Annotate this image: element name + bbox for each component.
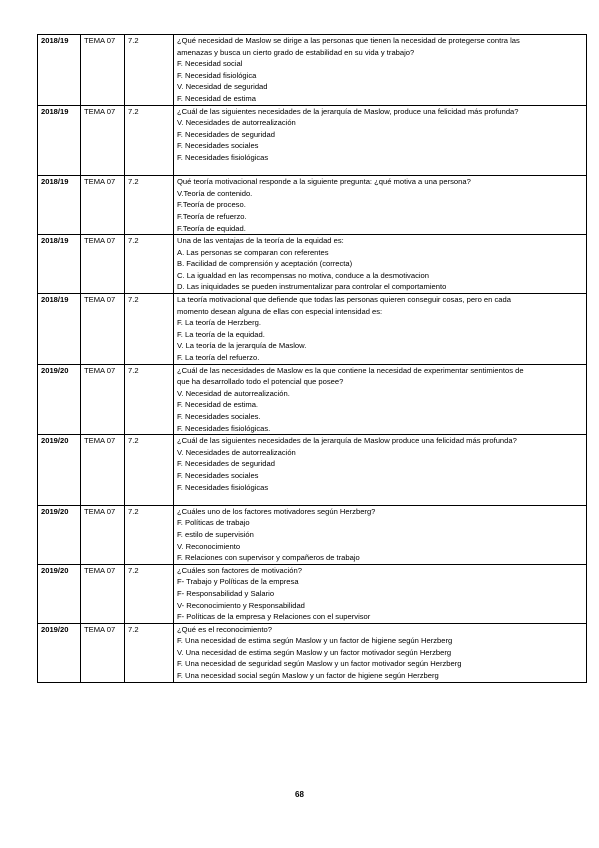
answer-option: F. Necesidades fisiológicas. [177,423,271,433]
answer-option: F. Necesidades de seguridad [177,459,275,469]
answer-option: F. Necesidades fisiológicas [177,482,269,492]
question-row [38,623,587,682]
question-row [38,105,587,176]
answer-option: F. Necesidades sociales. [177,412,261,421]
question-cell [174,564,587,623]
tema-cell: TEMA 07 [81,435,125,506]
section-number-cell: 7.2 [125,505,174,564]
tema-cell: TEMA 07 [81,623,125,682]
question-text: ¿Cuáles uno de los factores motivadores según Herzberg? [177,506,376,516]
question-row [38,564,587,623]
questions-table [37,34,587,683]
year-cell: 2019/20 [38,505,81,564]
answer-option: V.Teoría de contenido. [177,188,253,198]
section-number-cell: 7.2 [125,435,174,506]
answer-option: F. Una necesidad social según Maslow y un factor de higiene según Herzberg [177,671,439,681]
answer-option: F. La teoría de la equidad. [177,329,265,339]
question-cell [174,435,587,506]
question-row [38,176,587,235]
question-row [38,364,587,435]
answer-option: V. Reconocimiento [177,541,241,551]
question-cell [174,235,587,294]
answer-option: amenazas y busca un cierto grado de estabilidad en su vida y trabajo? [177,47,415,57]
tema-cell: TEMA 07 [81,105,125,176]
question-row [38,435,587,506]
section-number-cell: 7.2 [125,235,174,294]
section-number-cell: 7.2 [125,364,174,435]
question-cell [174,105,587,176]
question-text: ¿Cuáles son factores de motivación? [177,565,302,575]
page-number: 68 [295,790,304,799]
year-cell: 2019/20 [38,364,81,435]
tema-cell: TEMA 07 [81,294,125,365]
question-row [38,294,587,365]
question-text: Una de las ventajas de la teoría de la equidad es: [177,236,344,246]
answer-option: B. Facilidad de comprensión y aceptación (correcta) [177,259,353,269]
answer-option: F. Una necesidad de seguridad según Maslow y un factor motivador según Herzberg [177,659,462,669]
answer-option: F. Una necesidad de estima según Maslow y un factor de higiene según Herzberg [177,636,453,646]
answer-option: D. Las iniquidades se pueden instrumentalizar para controlar el comportamiento [177,282,447,292]
section-number-cell: 7.2 [125,294,174,365]
answer-option: F. La teoría de Herzberg. [177,318,261,328]
answer-option: V. Necesidades de autorrealización [177,447,296,457]
tema-cell: TEMA 07 [81,35,125,106]
year-cell: 2018/19 [38,105,81,176]
question-text: ¿Qué es el reconocimiento? [177,624,272,634]
question-cell [174,294,587,365]
question-row [38,505,587,564]
answer-option: V. Una necesidad de estima según Maslow y un factor motivador según Herzberg [177,647,452,657]
answer-option: C. La igualdad en las recompensas no motiva, conduce a la desmotivacion [177,270,430,280]
question-row [38,235,587,294]
section-number-cell: 7.2 [125,176,174,235]
answer-option: F. Necesidad de estima. [177,400,259,410]
answer-option: F. Necesidad de estima [177,93,256,103]
questions-table-body [38,35,587,683]
answer-option: que ha desarrollado todo el potencial que posee? [177,377,344,387]
answer-option: F. Políticas de trabajo [177,518,250,528]
question-cell [174,623,587,682]
year-cell: 2018/19 [38,176,81,235]
answer-option: F. Necesidades sociales [177,470,259,480]
answer-option: F.Teoría de equidad. [177,223,246,233]
answer-option [177,164,583,176]
section-number-cell: 7.2 [125,564,174,623]
question-text: ¿Cuál de las siguientes necesidades de la jerarquía de Maslow, produce una felicidad más profunda? [177,106,519,116]
year-cell: 2018/19 [38,235,81,294]
answer-option: F.Teoría de refuerzo. [177,211,247,221]
tema-cell: TEMA 07 [81,505,125,564]
question-text: ¿Cuál de las siguientes necesidades de la jerarquía de Maslow produce una felicidad más profunda? [177,436,517,446]
answer-option: V. La teoría de la jerarquía de Maslow. [177,341,307,351]
question-text: Qué teoría motivacional responde a la siguiente pregunta: ¿qué motiva a una persona? [177,177,471,187]
answer-option: V- Reconocimiento y Responsabilidad [177,600,305,610]
answer-option: F.Teoría de proceso. [177,200,246,210]
section-number-cell: 7.2 [125,623,174,682]
question-text: ¿Cuál de las necesidades de Maslow es la que contiene la necesidad de experimentar sentimientos de [177,365,524,375]
answer-option: V. Necesidad de autorrealización. [177,388,290,398]
question-cell [174,364,587,435]
year-cell: 2019/20 [38,623,81,682]
question-text: ¿Qué necesidad de Maslow se dirige a las personas que tienen la necesidad de protegerse contra las [177,36,520,45]
answer-option: F. La teoría del refuerzo. [177,353,260,363]
answer-option: F. Necesidades sociales [177,141,259,151]
answer-option: V. Necesidades de autorrealización [177,118,296,128]
answer-option: F. estilo de supervisión [177,529,254,539]
year-cell: 2019/20 [38,435,81,506]
section-number-cell: 7.2 [125,105,174,176]
tema-cell: TEMA 07 [81,564,125,623]
answer-option: F. Necesidad social [177,59,243,69]
answer-option: F. Relaciones con supervisor y compañeros de trabajo [177,553,360,563]
answer-option: F. Necesidades fisiológicas [177,152,269,162]
answer-option: A. Las personas se comparan con referentes [177,247,329,257]
answer-option: V. Necesidad de seguridad [177,82,268,92]
tema-cell: TEMA 07 [81,235,125,294]
answer-option [177,493,583,505]
tema-cell: TEMA 07 [81,364,125,435]
question-text: La teoría motivacional que defiende que todas las personas quieren conseguir cosas, pero en cada [177,295,511,305]
answer-option: F. Necesidad fisiológica [177,70,257,80]
question-cell [174,505,587,564]
answer-option: momento desean alguna de ellas con especial intensidad es: [177,306,383,316]
year-cell: 2019/20 [38,564,81,623]
answer-option: F. Necesidades de seguridad [177,129,275,139]
answer-option: F- Responsabilidad y Salario [177,588,275,598]
answer-option: F- Políticas de la empresa y Relaciones con el supervisor [177,612,371,622]
answer-option: F- Trabajo y Políticas de la empresa [177,577,299,587]
year-cell: 2018/19 [38,35,81,106]
question-cell [174,35,587,106]
tema-cell: TEMA 07 [81,176,125,235]
question-cell [174,176,587,235]
section-number-cell: 7.2 [125,35,174,106]
year-cell: 2018/19 [38,294,81,365]
question-row [38,35,587,106]
